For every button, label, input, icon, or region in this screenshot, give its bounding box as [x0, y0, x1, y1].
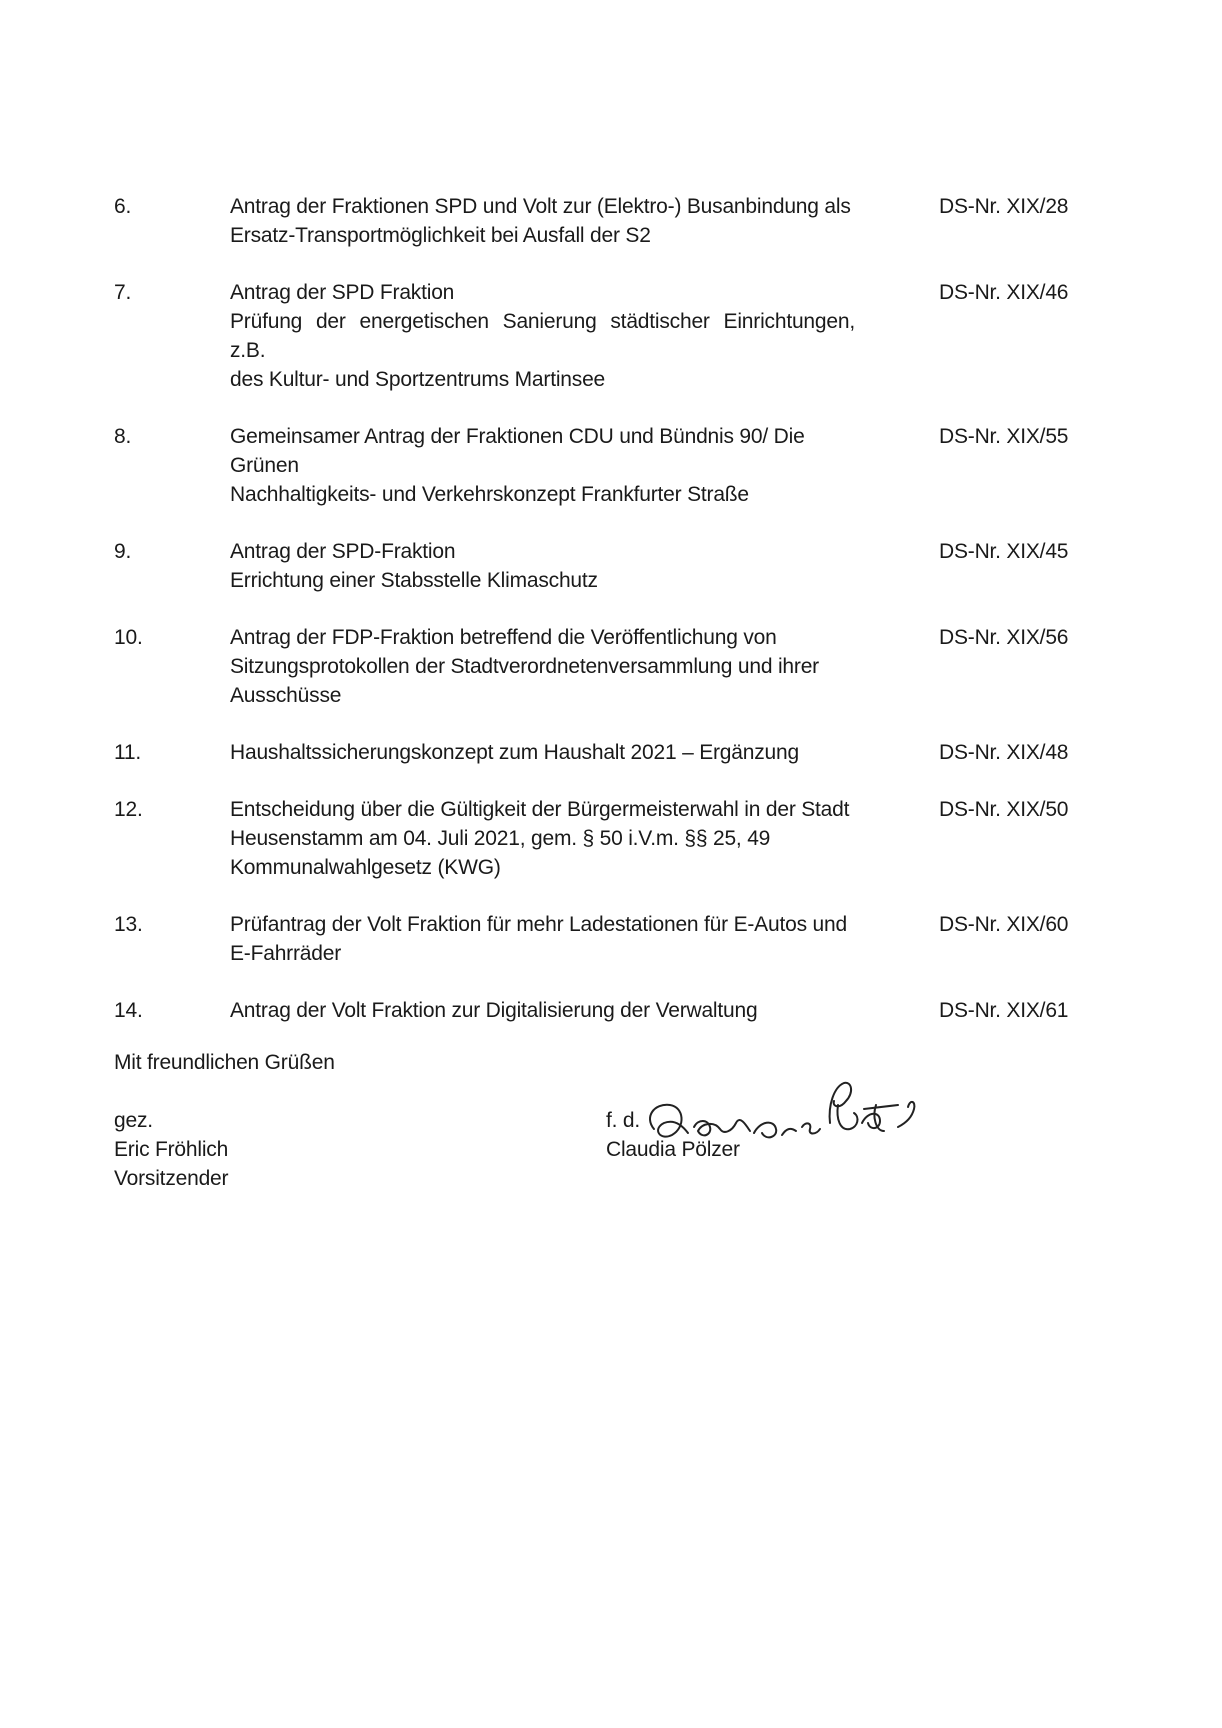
agenda-item-reference: DS-Nr. XIX/56	[939, 626, 1069, 649]
agenda-item-number: 6.	[114, 195, 132, 218]
agenda-item	[114, 910, 1074, 968]
agenda-item-line: Sitzungsprotokollen der Stadtverordnetenversammlung und ihrer	[230, 655, 819, 678]
agenda-item-text	[230, 623, 855, 710]
agenda-item	[114, 422, 1074, 509]
agenda-item-text	[230, 996, 855, 1025]
signer-title: Vorsitzender	[114, 1167, 229, 1190]
agenda-item-line: Nachhaltigkeits- und Verkehrskonzept Frankfurter Straße	[230, 483, 749, 506]
agenda-item-reference: DS-Nr. XIX/46	[939, 281, 1069, 304]
agenda-item-text	[230, 537, 855, 595]
agenda-item-line: Prüfantrag der Volt Fraktion für mehr Ladestationen für E-Autos und	[230, 913, 847, 936]
agenda-item-number: 14.	[114, 999, 143, 1022]
agenda-item-reference: DS-Nr. XIX/55	[939, 425, 1069, 448]
agenda-item-text	[230, 795, 855, 882]
agenda-item	[114, 623, 1074, 710]
agenda-item-line: Antrag der SPD Fraktion	[230, 281, 455, 304]
agenda-item-line: Antrag der SPD-Fraktion	[230, 540, 456, 563]
agenda-item-line: Entscheidung über die Gültigkeit der Bürgermeisterwahl in der Stadt	[230, 798, 850, 821]
agenda-item-line: Kommunalwahlgesetz (KWG)	[230, 856, 501, 879]
agenda-item-reference: DS-Nr. XIX/61	[939, 999, 1069, 1022]
agenda-item-line: Errichtung einer Stabsstelle Klimaschutz	[230, 569, 598, 592]
agenda-item-reference: DS-Nr. XIX/48	[939, 741, 1069, 764]
signer-block	[114, 1106, 228, 1193]
agenda-item-line: Haushaltssicherungskonzept zum Haushalt 2021 – Ergänzung	[230, 741, 799, 764]
agenda-item-line: E-Fahrräder	[230, 942, 342, 965]
agenda-item-line: Ausschüsse	[230, 684, 342, 707]
agenda-item-number: 10.	[114, 626, 143, 649]
agenda-item-text	[230, 738, 855, 767]
agenda-item	[114, 996, 1074, 1025]
agenda-item-text	[230, 278, 855, 394]
agenda-item-reference: DS-Nr. XIX/50	[939, 798, 1069, 821]
agenda-item-line: Prüfung der energetischen Sanierung städtischer Einrichtungen, z.B.	[230, 310, 855, 362]
agenda-list	[114, 192, 1074, 1053]
agenda-item-text	[230, 422, 855, 509]
agenda-item-number: 7.	[114, 281, 132, 304]
agenda-item-line: Ersatz-Transportmöglichkeit bei Ausfall der S2	[230, 224, 651, 247]
agenda-item	[114, 278, 1074, 394]
agenda-item-number: 11.	[114, 741, 142, 764]
agenda-item-line: Antrag der Fraktionen SPD und Volt zur (Elektro-) Busanbindung als	[230, 195, 851, 218]
agenda-item-number: 9.	[114, 540, 132, 563]
signer-name: Eric Fröhlich	[114, 1138, 229, 1161]
agenda-item	[114, 795, 1074, 882]
agenda-item-number: 8.	[114, 425, 132, 448]
signer-prefix: gez.	[114, 1109, 153, 1132]
agenda-item-reference: DS-Nr. XIX/60	[939, 913, 1069, 936]
agenda-item-number: 12.	[114, 798, 143, 821]
agenda-item	[114, 738, 1074, 767]
agenda-item-line: Gemeinsamer Antrag der Fraktionen CDU und Bündnis 90/ Die	[230, 425, 805, 448]
cosigner-prefix: f. d.	[606, 1109, 641, 1132]
closing-salutation: Mit freundlichen Grüßen	[114, 1051, 335, 1074]
cosigner-name: Claudia Pölzer	[606, 1138, 740, 1161]
agenda-item	[114, 537, 1074, 595]
handwritten-signature	[636, 1065, 926, 1175]
agenda-item-line: Antrag der FDP-Fraktion betreffend die Veröffentlichung von	[230, 626, 777, 649]
agenda-item-line: Antrag der Volt Fraktion zur Digitalisierung der Verwaltung	[230, 999, 758, 1022]
agenda-item-text	[230, 910, 855, 968]
agenda-item-line: des Kultur- und Sportzentrums Martinsee	[230, 368, 606, 391]
agenda-item	[114, 192, 1074, 250]
agenda-item-line: Heusenstamm am 04. Juli 2021, gem. § 50 i.V.m. §§ 25, 49	[230, 827, 771, 850]
agenda-item-line: Grünen	[230, 454, 299, 477]
agenda-item-number: 13.	[114, 913, 143, 936]
agenda-item-reference: DS-Nr. XIX/28	[939, 195, 1069, 218]
agenda-item-reference: DS-Nr. XIX/45	[939, 540, 1069, 563]
agenda-item-text	[230, 192, 855, 250]
